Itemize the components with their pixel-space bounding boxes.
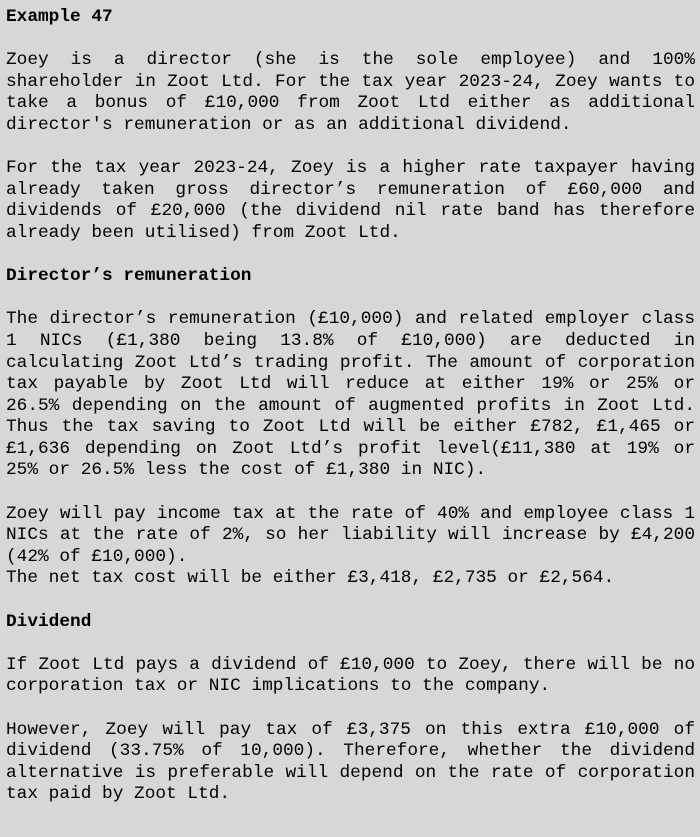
spacer: [6, 29, 695, 51]
remuneration-paragraph-2: Zoey will pay income tax at the rate of 40% and employee class 1 NICs at the rate of 2%, so her liability will increase by £4,200 (42% of £10,000).: [6, 503, 695, 567]
dividend-heading: Dividend: [6, 611, 92, 632]
spacer: [6, 698, 695, 720]
dividend-paragraph-1: If Zoot Ltd pays a dividend of £10,000 to Zoey, there will be no corporation tax or NIC implications to the company.: [6, 654, 695, 697]
remuneration-paragraph-1: The director’s remuneration (£10,000) and related employer class 1 NICs (£1,380 being 13.8% of £10,000) are deducted in calculating Zoot Ltd’s trading profit. The amount of corporation tax payable by Zoot Ltd will reduce at either 19% or 25% or 26.5% depending on the amount of augmented profits in Zoot Ltd. Thus the tax saving to Zoot Ltd will be either £782, £1,465 or £1,636 depending on Zoot Ltd’s profit level(£11,380 at 19% or 25% or 26.5% less the cost of £1,380 in NIC).: [6, 309, 695, 481]
intro-paragraph-2: For the tax year 2023-24, Zoey is a higher rate taxpayer having already taken gross director’s remuneration of £60,000 and dividends of £20,000 (the dividend nil rate band has therefore already been utilised) from Zoot Ltd.: [6, 158, 695, 243]
spacer: [6, 288, 695, 310]
spacer: [6, 590, 695, 612]
remuneration-paragraph-3: The net tax cost will be either £3,418, £2,735 or £2,564.: [6, 568, 615, 589]
spacer: [6, 245, 695, 267]
example-title: Example 47: [6, 7, 113, 27]
spacer: [6, 633, 695, 655]
dividend-paragraph-2: However, Zoey will pay tax of £3,375 on this extra £10,000 of dividend (33.75% of 10,000). Therefore, whether the dividend alternative is preferable will depend on the rate of corporation tax paid by Zoot Ltd.: [6, 719, 695, 805]
spacer: [6, 482, 695, 504]
remuneration-heading: Director’s remuneration: [6, 266, 252, 287]
spacer: [6, 137, 695, 159]
intro-paragraph-1: Zoey is a director (she is the sole employee) and 100% shareholder in Zoot Ltd. For the tax year 2023-24, Zoey wants to take a bonus of £10,000 from Zoot Ltd either as additional director's remuneration or as an additional dividend.: [6, 50, 695, 135]
